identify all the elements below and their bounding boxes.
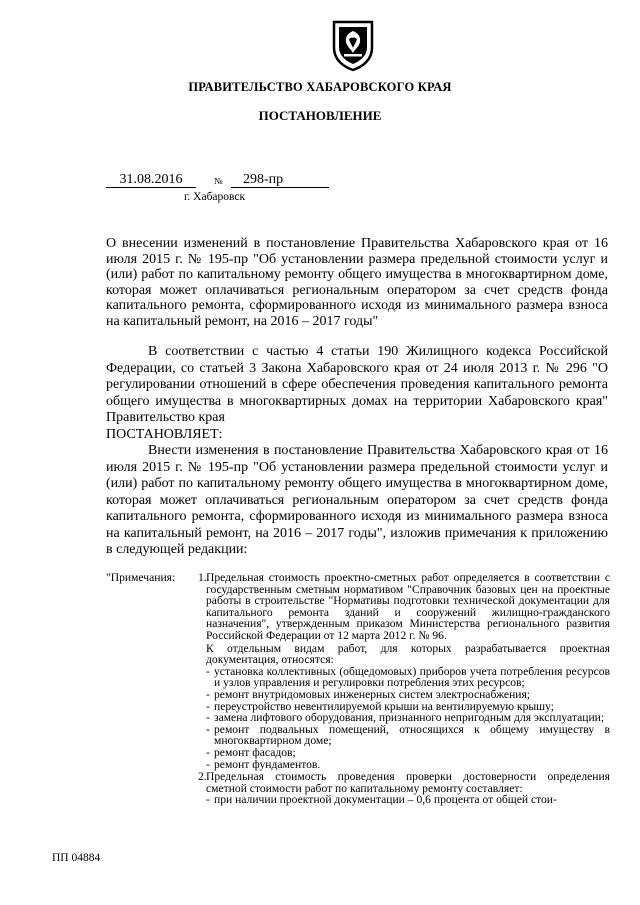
list-item-text: установка коллективных (общедомовых) приборов учета потребления ресурсов и узлов управления и регулировки потребления этих ресурсов; — [214, 664, 610, 690]
list-item-text: переустройство невентилируемой крыши на вентилируемую крышу; — [214, 699, 554, 713]
list-item-text: ремонт подвальных помещений, относящихся к общему имуществу в многоквартирном доме; — [214, 722, 610, 748]
decree-word: ПОСТАНОВЛЯЕТ: — [106, 426, 223, 442]
list-dash: - — [206, 687, 210, 701]
note-1-list — [206, 666, 610, 770]
note-2 — [106, 771, 610, 806]
list-item — [206, 724, 610, 747]
list-item — [206, 689, 610, 701]
government-title: ПРАВИТЕЛЬСТВО ХАБАРОВСКОГО КРАЯ — [188, 80, 452, 94]
list-item-text: ремонт фундаментов. — [214, 757, 321, 771]
list-item-text: ремонт фасадов; — [214, 745, 296, 759]
list-dash: - — [206, 699, 210, 713]
list-dash: - — [206, 757, 210, 771]
notes-label: "Примечания: — [106, 571, 176, 584]
preamble-paragraph: В соответствии с частью 4 статьи 190 Жилищного кодекса Российской Федерации, со статьей 3 Закона Хабаровского края от 24 июля 2013 г. № 296 "О регулировании отношений в сфере обеспечения проведения капитального ремонта общего имущества в многоквартирных домах на территории Хабаровского края" Правительство края — [106, 344, 608, 425]
list-item — [206, 794, 610, 806]
note-number: 2. — [198, 770, 207, 784]
document-date: 31.08.2016 — [106, 172, 196, 188]
list-item-text: при наличии проектной документации – 0,6 процента от общей стои- — [214, 793, 557, 807]
list-dash: - — [206, 722, 210, 736]
footer-code: ПП 04884 — [52, 852, 101, 864]
change-paragraph: Внести изменения в постановление Правительства Хабаровского края от 16 июля 2015 г. № 195-пр "Об установлении размера предельной стоимости услуг и (или) работ по капитальному ремонту общего имущества в многоквартирном доме, которая может оплачиваться региональным оператором за счет средств фонда капитального ремонта, сформированного исходя из минимального размера взноса на капитальный ремонт, на 2016 – 2017 годы", изложив примечания к приложению в следующей редакции: — [106, 443, 608, 557]
number-sign: № — [214, 176, 223, 186]
note-text: Предельная стоимость проведения проверки достоверности определения сметной стоимости работ по капитальному ремонту составляет: — [206, 770, 610, 795]
list-item — [206, 747, 610, 759]
note-text: Предельная стоимость проектно-сметных работ определяется в соответствии с государственным сметным нормативом "Справочник базовых цен на проектные работы в строительстве "Нормативы подготовки технической документации для капитального ремонта зданий и сооружений жилищно-гражданского назначения", утвержденным приказом Министерства регионального развития Российской Федерации от 12 марта 2012 г. № 96. — [206, 571, 610, 642]
list-item — [206, 712, 610, 724]
coat-of-arms-emblem — [330, 18, 376, 72]
list-item — [206, 759, 610, 771]
document-title: О внесении изменений в постановление Правительства Хабаровского края от 16 июля 2015 г. № 195-пр "Об установлении размера предельной стоимости услуг и (или) работ по капитальному ремонту общего имущества в многоквартирном доме, которая может оплачиваться региональным оператором за счет средств фонда капитального ремонта, сформированного исходя из минимального размера взноса на капитальный ремонт, на 2016 – 2017 годы" — [106, 236, 608, 329]
note-paragraph: К отдельным видам работ, для которых разрабатывается проектная документация, относятся: — [206, 641, 610, 667]
document-type: ПОСТАНОВЛЕНИЕ — [258, 108, 382, 123]
document-body — [106, 344, 608, 559]
list-item-text: замена лифтового оборудования, признанного непригодным для эксплуатации; — [214, 711, 605, 725]
notes-section — [106, 572, 610, 806]
list-dash: - — [206, 711, 210, 725]
list-dash: - — [206, 664, 210, 678]
list-item-text: ремонт внутридомовых инженерных систем электроснабжения; — [214, 687, 531, 701]
city: г. Хабаровск — [184, 191, 246, 203]
list-item — [206, 666, 610, 689]
note-2-list — [206, 794, 610, 806]
list-dash: - — [206, 745, 210, 759]
document-number: 298-пр — [231, 172, 329, 188]
list-dash: - — [206, 793, 210, 807]
note-1 — [106, 572, 610, 770]
note-number: 1. — [198, 571, 207, 584]
